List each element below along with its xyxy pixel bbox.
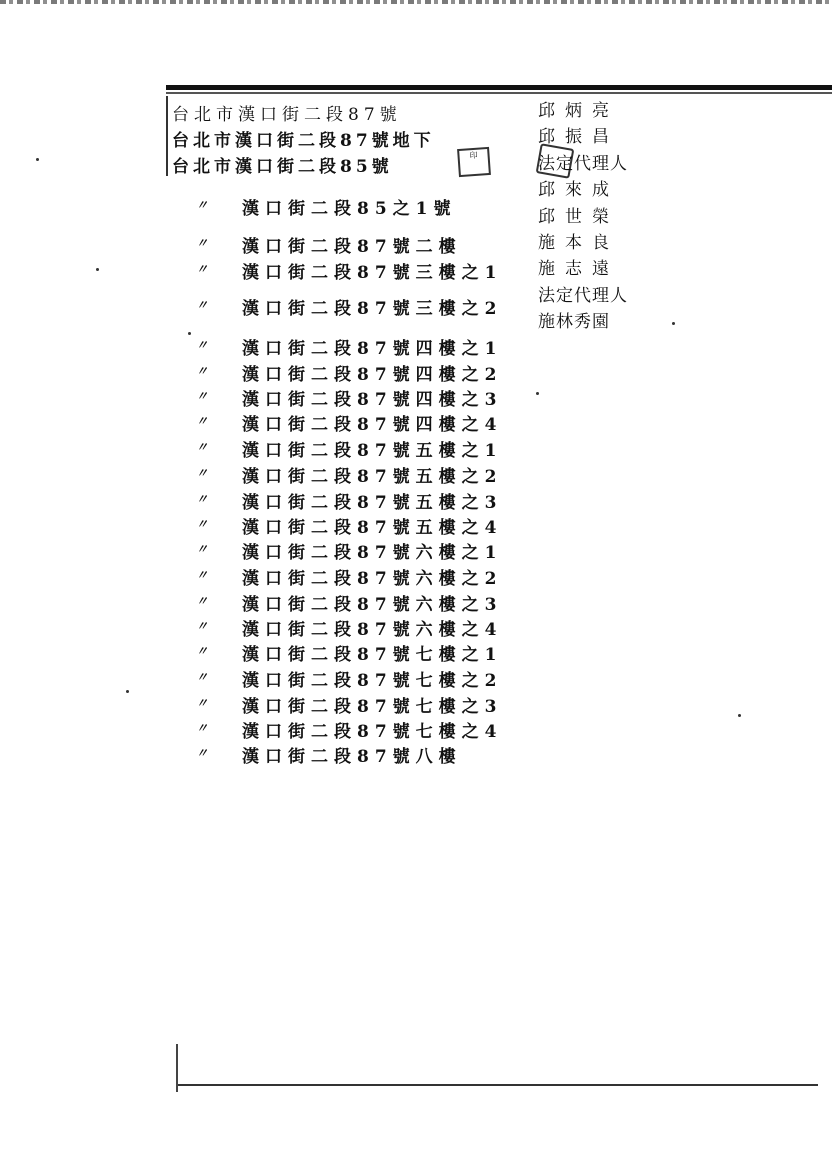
address-row	[196, 513, 506, 538]
address-row-text: 漢口街二段87號二樓	[242, 237, 462, 257]
owner-name: 施志遠	[538, 259, 619, 280]
address-row-text: 漢口街二段87號六樓之1	[242, 543, 503, 563]
address-header-line-2: 台北市漢口街二段87號地下	[172, 131, 435, 151]
address-row	[196, 294, 506, 319]
legal-representative-label: 施林秀園	[538, 312, 610, 333]
page-top-border	[166, 85, 832, 90]
ditto-mark: 〃	[196, 198, 209, 212]
ditto-mark: 〃	[196, 492, 209, 506]
address-row-text: 漢口街二段87號五樓之3	[242, 493, 503, 513]
address-row-text: 漢口街二段87號六樓之3	[242, 595, 503, 615]
address-row-text: 漢口街二段87號五樓之2	[242, 467, 503, 487]
address-row	[196, 258, 506, 283]
scan-speck	[672, 322, 675, 325]
address-row-text: 漢口街二段87號五樓之4	[242, 518, 503, 538]
ditto-mark: 〃	[196, 619, 209, 633]
address-row	[196, 334, 506, 359]
owner-name: 邱來成	[538, 180, 619, 201]
address-row	[196, 692, 506, 717]
address-row	[196, 615, 506, 640]
ditto-mark: 〃	[196, 466, 209, 480]
ditto-mark: 〃	[196, 542, 209, 556]
scan-speck	[36, 158, 39, 161]
scan-speck	[96, 268, 99, 271]
ditto-mark: 〃	[196, 517, 209, 531]
address-row	[196, 462, 506, 487]
address-row	[196, 590, 506, 615]
address-row	[196, 360, 506, 385]
legal-representative-label: 法定代理人	[538, 285, 628, 306]
address-row-text: 漢口街二段85之1號	[242, 199, 457, 219]
page-bottom-border	[178, 1084, 818, 1086]
address-row-text: 漢口街二段87號四樓之3	[242, 390, 503, 410]
address-header-line-1: 台北市漢口街二段87號	[172, 105, 402, 125]
owner-names-column	[538, 96, 648, 334]
scan-speck	[126, 690, 129, 693]
ditto-mark: 〃	[196, 262, 209, 276]
address-row-text: 漢口街二段87號四樓之4	[242, 415, 503, 435]
address-row	[196, 232, 506, 257]
scan-speck	[536, 392, 539, 395]
address-row-text: 漢口街二段87號四樓之2	[242, 365, 503, 385]
address-row-text: 漢口街二段87號六樓之2	[242, 569, 503, 589]
address-row	[196, 385, 506, 410]
ditto-mark: 〃	[196, 670, 209, 684]
seal-stamp-text: 印	[469, 150, 478, 161]
address-row-text: 漢口街二段87號八樓	[242, 747, 462, 767]
owner-name: 施本良	[538, 232, 619, 253]
ditto-mark: 〃	[196, 414, 209, 428]
seal-stamp	[457, 147, 491, 177]
ditto-mark: 〃	[196, 364, 209, 378]
address-row-text: 漢口街二段87號七樓之4	[242, 722, 503, 742]
address-row-text: 漢口街二段87號三樓之1	[242, 263, 503, 283]
address-row-text: 漢口街二段87號四樓之1	[242, 339, 503, 359]
ditto-mark: 〃	[196, 236, 209, 250]
ditto-mark: 〃	[196, 389, 209, 403]
address-row-text: 漢口街二段87號七樓之3	[242, 697, 503, 717]
scan-edge-noise	[0, 0, 832, 4]
ditto-mark: 〃	[196, 594, 209, 608]
owner-name: 邱振昌	[538, 127, 619, 148]
ditto-mark: 〃	[196, 644, 209, 658]
scan-speck	[738, 714, 741, 717]
owner-name: 邱炳亮	[538, 101, 619, 121]
address-row	[196, 436, 506, 461]
owner-name: 邱世榮	[538, 206, 619, 227]
address-row-text: 漢口街二段87號五樓之1	[242, 441, 503, 461]
address-row	[196, 410, 506, 435]
legal-representative-label: 法定代理人	[538, 153, 628, 174]
ditto-mark: 〃	[196, 298, 209, 312]
ditto-mark: 〃	[196, 568, 209, 582]
address-row	[196, 564, 506, 589]
address-row	[196, 742, 506, 767]
address-row-text: 漢口街二段87號七樓之2	[242, 671, 503, 691]
scan-speck	[188, 332, 191, 335]
ditto-mark: 〃	[196, 721, 209, 735]
address-row-text: 漢口街二段87號六樓之4	[242, 620, 503, 640]
ditto-mark: 〃	[196, 746, 209, 760]
page-top-border-inner	[166, 92, 832, 94]
ditto-mark: 〃	[196, 338, 209, 352]
address-row	[196, 666, 506, 691]
address-row	[196, 194, 506, 219]
address-row-text: 漢口街二段87號七樓之1	[242, 645, 503, 665]
ditto-mark: 〃	[196, 696, 209, 710]
address-row	[196, 488, 506, 513]
address-row	[196, 640, 506, 665]
address-header-line-3: 台北市漢口街二段85號	[172, 157, 393, 177]
address-row	[196, 717, 506, 742]
address-row-text: 漢口街二段87號三樓之2	[242, 299, 503, 319]
address-row	[196, 538, 506, 563]
page-left-border	[166, 96, 168, 176]
ditto-mark: 〃	[196, 440, 209, 454]
